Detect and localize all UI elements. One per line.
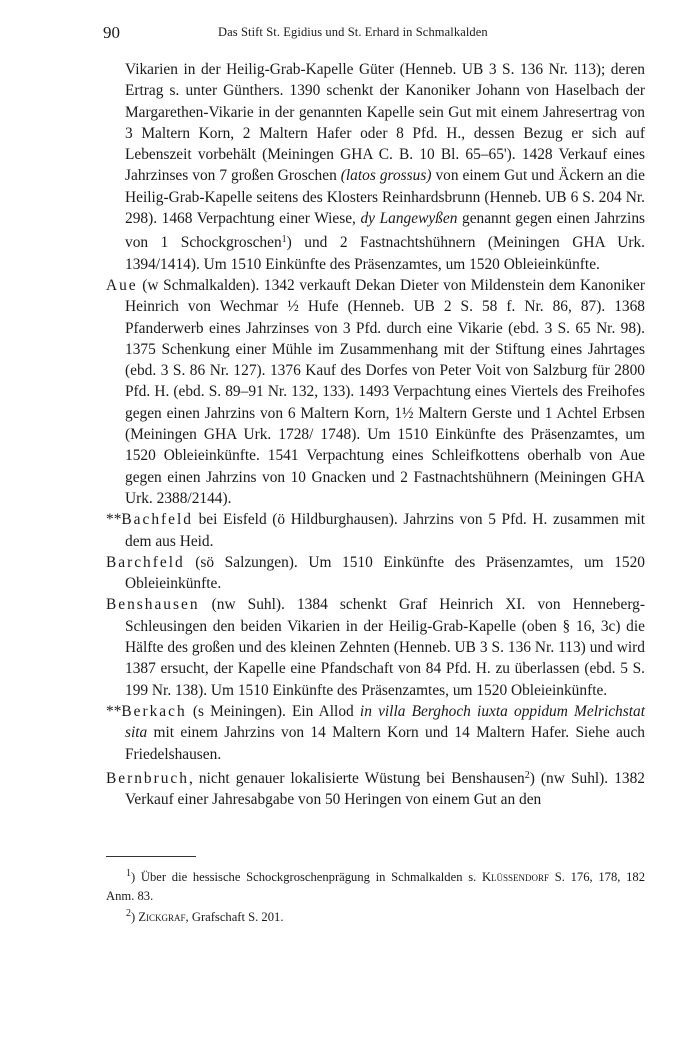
entry-lemma: Bernbruch — [106, 769, 189, 787]
footnote-reference: 2 — [524, 769, 530, 781]
entry-marker: ** — [106, 702, 122, 720]
entry-text: , nicht genauer lokalisierte Wüstung bei Benshausen — [188, 769, 525, 787]
entry-barchfeld — [106, 552, 645, 595]
italic-quote: (latos grossus) — [340, 167, 432, 185]
entry-text: bei Eisfeld (ö Hildburghausen). Jahrzins von 5 Pfd. H. zusammen mit dem aus Heid. — [125, 511, 645, 550]
text-segment: von einem Gut und Äckern an die Heilig-Grab-Kapelle seitens des Klosters Reinhardsbrunn (Henneb. UB 6 S. 204 Nr. 298). 1468 Verpachtung einer Wiese, — [125, 167, 645, 228]
entry-text: (w Schmalkalden). 1342 verkauft Dekan Dieter von Mildenstein dem Kanoniker Heinrich von Wechmar ½ Hufe (Henneb. UB 2 S. 58 f. Nr. 86, 87). 1368 Pfanderwerb eines Jahrzinses von 3 Pfd. durch eine Vikarie (ebd. 3 S. 65 Nr. 98). 1375 Schenkung einer Mühle im Zusammenhang mit der Stiftung eines Jahrtages (ebd. 3 S. 86 Nr. 127). 1376 Kauf des Dorfes von Peter Voit von Salzburg für 2800 Pfd. H. (ebd. S. 89–91 Nr. 132, 133). 1493 Verpachtung eines Viertels des Freihofes gegen einen Jahrzins von 6 Maltern Korn, 1½ Maltern Gerste und 1 Achtel Erbsen (Meiningen GHA Urk. 1728/ 1748). Um 1510 Einkünfte des Präsenzamtes, um 1520 Obleieinkünfte. 1541 Verpachtung eines Schleifkottens oberhalb von Aue gegen einen Jahrzins von 10 Gnacken und 2 Fastnachtshühnern (Meiningen GHA Urk. 2388/2144). — [125, 276, 645, 507]
entry-bachfeld — [106, 509, 645, 552]
footnote-mark: 2 — [126, 908, 131, 920]
entry-aue — [106, 275, 645, 509]
text-segment: ) und 2 Fastnachtshühnern (Meiningen GHA Urk. 1394/1414). Um 1510 Einkünfte des Präsenzamtes, um 1520 Obleieinkünfte. — [125, 234, 646, 273]
footnote-mark: 1 — [126, 868, 131, 879]
footnote-text: , Grafschaft S. 201. — [185, 910, 284, 925]
entry-text: ) (nw Suhl). 1382 Verkauf einer Jahresabgabe von 50 Heringen von einem Gut an den — [125, 769, 645, 809]
entry-benshausen — [106, 594, 645, 700]
entry-lemma: Aue — [106, 276, 138, 294]
footnote-text: ) Über die hessische Schockgroschenprägung in Schmalkalden s. — [131, 870, 482, 884]
footnote-divider — [106, 856, 196, 857]
entry-lemma: Barchfeld — [106, 553, 185, 571]
text-segment: Vikarien in der Heilig-Grab-Kapelle Güter (Henneb. UB 3 S. 136 Nr. 113); deren Ertrag s. unter Günthers. 1390 schenkt der Kanoniker Johann von Haselbach der Margarethen-Vikarie in der genannten Kapelle sein Gut mit einem Jahresertrag von 3 Maltern Korn, 2 Maltern Hafer oder 8 Pfd. H., dessen Bezug er sich auf Lebenszeit vorbehält (Meiningen GHA C. B. 10 Bl. 65–65'). 1428 Verkauf eines Jahrzinses von 7 großen Groschen — [125, 61, 645, 185]
entry-lemma: Bachfeld — [121, 511, 193, 529]
footnote-text: ) — [131, 910, 139, 925]
entry-continuation — [106, 59, 645, 275]
footnote-text: S. 176, 178, 182 Anm. 83. — [106, 870, 646, 903]
entry-text: (nw Suhl). 1384 schenkt Graf Heinrich XI. von Henneberg-Schleusingen den beiden Vikarien in der Heilig-Grab-Kapelle (oben § 16, 3c) die Hälfte des großen und des kleinen Zehnten (Henneb. UB 3 S. 136 Nr. 113) und wird 1387 ersucht, der Kapelle eine Pfandschaft von 84 Pfd. H. zu überlassen (ebd. 5 S. 199 Nr. 138). Um 1510 Einkünfte des Präsenzamtes, um 1520 Obleieinkünfte. — [125, 596, 645, 699]
author-name: Klüssendorf — [481, 870, 550, 884]
entry-berkach — [106, 701, 645, 765]
entry-text: (s Meiningen). Ein Allod — [186, 702, 360, 720]
entry-bernbruch — [106, 765, 645, 811]
italic-quote: dy Langewyßen — [360, 210, 458, 228]
entry-text: (sö Salzungen). Um 1510 Einkünfte des Präsenzamtes, um 1520 Obleieinkünfte. — [125, 553, 645, 593]
footnote-1 — [106, 865, 645, 905]
running-head: Das Stift St. Egidius und St. Erhard in Schmalkalden — [218, 25, 488, 39]
footnote-2 — [106, 905, 645, 927]
entry-marker: ** — [106, 511, 122, 529]
entry-lemma: Benshausen — [106, 596, 200, 614]
entry-lemma: Berkach — [121, 702, 187, 720]
author-name: Zickgraf — [138, 910, 186, 925]
text-segment: genannt gegen einen Jahrzins von 1 Schockgroschen — [125, 210, 646, 252]
footnotes — [106, 865, 645, 927]
main-text — [106, 59, 645, 810]
page-number: 90 — [103, 23, 120, 42]
footnote-reference: 1 — [281, 234, 287, 246]
italic-quote: in villa Berghoch iuxta oppidum Melrichstat sita — [125, 702, 645, 742]
entry-text: mit einem Jahrzins von 14 Maltern Korn und 14 Maltern Hafer. Siehe auch Friedelshausen. — [125, 724, 645, 763]
